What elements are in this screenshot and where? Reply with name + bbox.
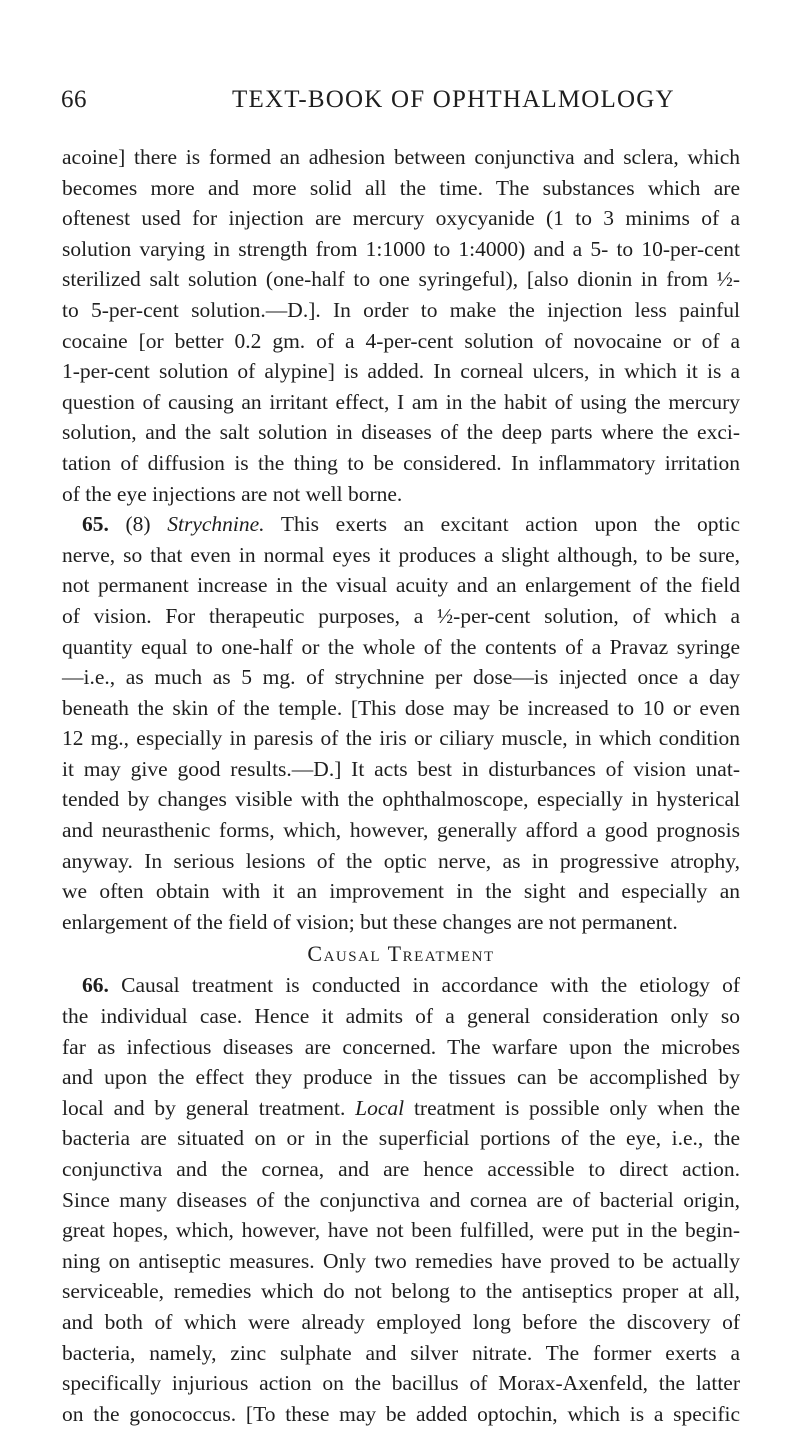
text-run: Causal treatment is conducted in accordance with the etiology of (108, 973, 740, 998)
text-line: cocaine [or better 0.2 gm. of a 4-per-cent solution of novocaine or of a (62, 328, 740, 353)
text-line: ning on antiseptic measures. Only two remedies have proved to be actually (62, 1248, 740, 1273)
section-66-first-line (62, 970, 740, 1001)
text-line: bacteria, namely, zinc sulphate and silver nitrate. The former exerts a (62, 1340, 740, 1365)
text-line: the individual case. Hence it admits of a general consideration only so (62, 1004, 740, 1029)
text-line: nerve, so that even in normal eyes it produces a slight although, to be sure, (62, 542, 740, 567)
text-line: tation of diffusion is the thing to be considered. In inflammatory irritation (62, 450, 740, 475)
text-line: question of causing an irritant effect, I am in the habit of using the mercury (62, 389, 740, 414)
text-line: becomes more and more solid all the time. The substances which are (62, 175, 740, 200)
text-line: on the gonococcus. [To these may be added optochin, which is a specific (62, 1401, 740, 1426)
text-line: and both of which were already employed long before the discovery of (62, 1309, 740, 1334)
text-line: —i.e., as much as 5 mg. of strychnine per dose—is injected once a day (62, 665, 740, 690)
section-heading: Causal Treatment (307, 941, 495, 967)
text-line: anyway. In serious lesions of the optic nerve, as in progressive atrophy, (62, 848, 740, 873)
text-line: and neurasthenic forms, which, however, generally afford a good prognosis (62, 818, 740, 843)
text-line: solution, and the salt solution in diseases of the deep parts where the exci- (62, 420, 740, 445)
text-line-with-italic (62, 1093, 740, 1124)
text-line: and upon the effect they produce in the tissues can be accomplished by (62, 1065, 740, 1090)
text-line: acoine] there is formed an adhesion between conjunctiva and sclera, which (62, 145, 740, 169)
text-line: tended by changes visible with the ophthalmoscope, especially in hysterical (62, 787, 740, 812)
text-line: enlargement of the field of vision; but these changes are not permanent. (62, 909, 678, 934)
section-number: 65. (82, 512, 109, 537)
text-line: Since many diseases of the conjunctiva and cornea are of bacterial origin, (62, 1187, 740, 1212)
text-line: of vision. For therapeutic purposes, a ½-per-cent solution, of which a (62, 603, 740, 628)
text-run: treatment is possible only when the (404, 1095, 740, 1120)
text-line: to 5-per-cent solution.—D.]. In order to make the injection less painful (62, 297, 740, 322)
page-number: 66 (61, 86, 87, 113)
text-line: 12 mg., especially in paresis of the iris or ciliary muscle, in which condition (62, 726, 740, 751)
text-line: we often obtain with it an improvement in the sight and especially an (62, 879, 740, 904)
text-line: quantity equal to one-half or the whole of the contents of a Pravaz syringe (62, 634, 740, 659)
text-line: far as infectious diseases are concerned. The warfare upon the microbes (62, 1034, 740, 1059)
text-line: serviceable, remedies which do not belong to the antiseptics proper at all, (62, 1279, 740, 1304)
text-line: solution varying in strength from 1:1000 to 1:4000) and a 5- to 10-per-cent (62, 236, 740, 261)
text-line: oftenest used for injection are mercury oxycyanide (1 to 3 minims of a (62, 206, 740, 231)
text-line: specifically injurious action on the bacillus of Morax-Axenfeld, the latter (62, 1371, 740, 1396)
text-run: This exerts an excitant action upon the optic (264, 512, 740, 537)
text-run: local and by general treatment. (62, 1095, 356, 1120)
text-line: great hopes, which, however, have not been fulfilled, were put in the begin- (62, 1218, 740, 1243)
text-line: it may give good results.—D.] It acts best in disturbances of vision unat- (62, 756, 740, 781)
text-line: conjunctiva and the cornea, and are hence accessible to direct action. (62, 1157, 740, 1181)
text-line: not permanent increase in the visual acuity and an enlargement of the field (62, 573, 740, 598)
italic-term: Local (355, 1095, 405, 1120)
text-run: (8) (108, 512, 168, 537)
text-line: sterilized salt solution (one-half to one syringeful), [also dionin in from ½- (62, 267, 740, 292)
text-line: bacteria are situated on or in the superficial portions of the eye, i.e., the (62, 1126, 740, 1151)
body-text (62, 142, 740, 1429)
text-line: of the eye injections are not well borne. (62, 481, 403, 506)
running-title: TEXT-BOOK OF OPHTHALMOLOGY (232, 86, 675, 113)
text-line: 1-per-cent solution of alypine] is added. In corneal ulcers, in which it is a (62, 359, 740, 384)
page-header (0, 86, 800, 126)
italic-term: Strychnine. (167, 512, 265, 537)
section-number: 66. (82, 973, 109, 998)
section-65-first-line (62, 509, 740, 540)
text-line: beneath the skin of the temple. [This dose may be increased to 10 or even (62, 695, 740, 720)
